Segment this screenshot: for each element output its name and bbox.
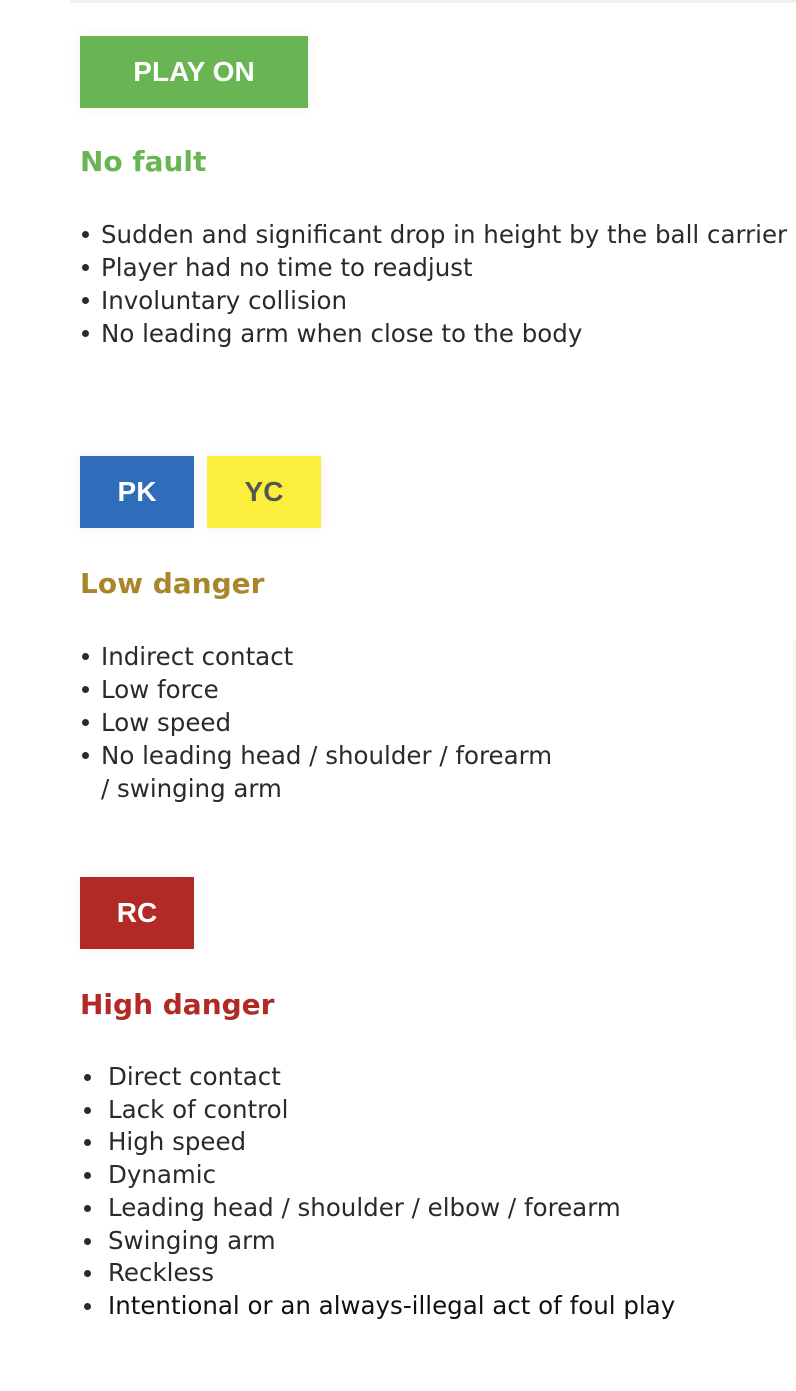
rc-label: RC <box>116 897 158 928</box>
high-danger-list <box>80 1061 675 1323</box>
low-danger-list <box>80 640 552 805</box>
list-item-text: Direct contact <box>108 1062 281 1091</box>
list-item-text: High speed <box>108 1127 247 1157</box>
list-item <box>80 1061 675 1094</box>
list-item-text: Reckless <box>108 1258 215 1288</box>
list-item <box>80 1290 675 1323</box>
low-danger-heading: Low danger <box>80 567 265 600</box>
list-item <box>80 1257 675 1290</box>
red-card-badge <box>80 877 194 949</box>
pk-label: PK <box>117 476 157 507</box>
list-item-text: No leading arm when close to the body <box>101 319 583 348</box>
bullet-icon <box>84 1074 91 1081</box>
list-item <box>80 1159 675 1192</box>
bullet-icon <box>84 1303 91 1310</box>
list-item <box>80 251 796 284</box>
yellow-card-badge <box>207 456 321 528</box>
bullet-icon <box>82 719 89 726</box>
list-item <box>80 640 552 673</box>
list-item-text: / swinging arm <box>101 774 282 803</box>
high-danger-heading: High danger <box>80 988 275 1021</box>
bullet-icon <box>82 231 89 238</box>
list-item-text: No leading head / shoulder / forearm <box>101 741 553 770</box>
list-item <box>80 706 552 739</box>
list-item <box>80 218 796 251</box>
play-on-label: PLAY ON <box>133 56 255 87</box>
no-fault-heading: No fault <box>80 145 207 178</box>
top-divider <box>70 0 796 3</box>
list-item <box>80 1094 675 1127</box>
bullet-icon <box>82 330 89 337</box>
bullet-icon <box>84 1238 91 1245</box>
penalty-kick-badge <box>80 456 194 528</box>
list-item <box>80 1126 675 1159</box>
bullet-icon <box>84 1205 91 1212</box>
bullet-icon <box>84 1107 91 1114</box>
list-item <box>80 1225 675 1258</box>
list-item <box>80 317 796 350</box>
right-edge-shadow <box>790 640 796 1040</box>
list-item-text: Sudden and significant drop in height by the ball carrier <box>101 220 788 249</box>
list-item-text: Dynamic <box>108 1160 217 1190</box>
list-item-text: Player had no time to readjust <box>101 253 473 282</box>
list-item <box>80 739 552 772</box>
list-item <box>80 284 796 317</box>
list-item <box>80 673 552 706</box>
list-item <box>80 1192 675 1225</box>
list-item-text: Low speed <box>101 708 232 737</box>
no-fault-list <box>80 218 796 350</box>
bullet-icon <box>84 1172 91 1179</box>
bullet-icon <box>84 1270 91 1277</box>
list-item-continuation <box>80 772 552 805</box>
list-item-text: Low force <box>101 675 219 704</box>
list-item-text: Involuntary collision <box>101 286 348 315</box>
yc-label: YC <box>244 476 284 507</box>
list-item-text: Leading head / shoulder / elbow / forearm <box>108 1192 621 1222</box>
bullet-icon <box>82 264 89 271</box>
bullet-icon <box>84 1139 91 1146</box>
play-on-badge <box>80 36 308 108</box>
list-item-text: Indirect contact <box>101 642 294 671</box>
list-item-text: Swinging arm <box>108 1225 276 1255</box>
bullet-icon <box>82 297 89 304</box>
bullet-icon <box>82 752 89 759</box>
bullet-icon <box>82 686 89 693</box>
list-item-text: Intentional or an always-illegal act of foul play <box>108 1290 676 1320</box>
bullet-icon <box>82 653 89 660</box>
list-item-text: Lack of control <box>108 1094 289 1124</box>
